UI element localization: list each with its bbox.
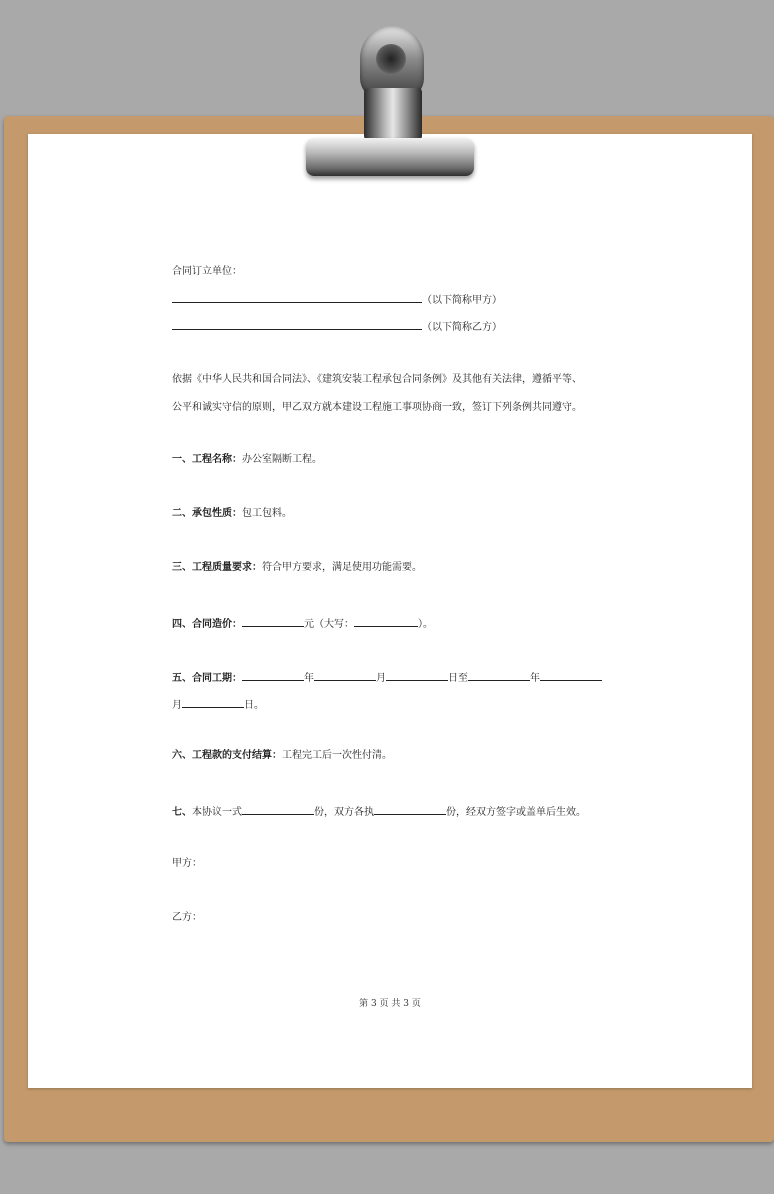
party-b-line [172, 319, 502, 334]
start-year-blank[interactable] [242, 670, 304, 681]
clause-label: 一、工程名称： [172, 454, 242, 465]
price-uppercase-blank[interactable] [354, 616, 418, 627]
party-a-signature: 甲方： [172, 858, 202, 869]
clause-text: 符合甲方要求，满足使用功能需要。 [262, 562, 422, 573]
clause-label: 五、合同工期： [172, 673, 242, 684]
party-b-signature: 乙方： [172, 912, 202, 923]
clause-quality [172, 562, 422, 574]
clause-contract-nature [172, 508, 292, 520]
day-end-unit: 日。 [244, 700, 264, 711]
contract-unit-label: 合同订立单位： [172, 266, 242, 277]
clause-text: 工程完工后一次性付清。 [282, 750, 392, 761]
end-month-blank-a[interactable] [540, 670, 602, 681]
day-to-unit: 日至 [448, 673, 468, 684]
clip-bar [306, 138, 474, 176]
clause-label: 六、工程款的支付结算： [172, 750, 282, 761]
start-month-blank[interactable] [314, 670, 376, 681]
clip-neck [364, 88, 422, 140]
clause-text: 办公室隔断工程。 [242, 454, 322, 465]
clause-text: 包工包料。 [242, 508, 292, 519]
clause-label: 四、合同造价： [172, 619, 242, 630]
copies-effective-text: 份，经双方签字或盖单后生效。 [446, 807, 586, 818]
year-unit-2: 年 [530, 673, 540, 684]
clause-period [172, 670, 602, 685]
clause-payment [172, 750, 392, 762]
month-unit: 月 [376, 673, 386, 684]
clause-label: 二、承包性质： [172, 508, 242, 519]
month-unit-2: 月 [172, 700, 182, 711]
party-a-blank[interactable] [172, 292, 422, 303]
clip-hole [376, 44, 406, 74]
clause-project-name [172, 454, 322, 466]
copies-each-blank[interactable] [374, 804, 446, 815]
party-b-suffix: （以下简称乙方） [422, 322, 502, 333]
year-unit: 年 [304, 673, 314, 684]
clause-period-cont [172, 697, 264, 712]
copies-each-text: 份，双方各执 [314, 807, 374, 818]
party-b-blank[interactable] [172, 319, 422, 330]
copies-text: 本协议一式 [192, 807, 242, 818]
intro-line-1: 依据《中华人民共和国合同法》、《建筑安装工程承包合同条例》及其他有关法律，遵循平等、 [172, 374, 582, 385]
clause-copies [172, 804, 586, 819]
price-unit: 元（大写： [304, 619, 354, 630]
binder-clip-icon [306, 26, 474, 178]
party-a-line [172, 292, 502, 307]
clause-label: 七、 [172, 807, 192, 818]
clause-price [172, 616, 433, 631]
page-footer: 第 3 页 共 3 页 [359, 999, 421, 1009]
price-blank[interactable] [242, 616, 304, 627]
copies-total-blank[interactable] [242, 804, 314, 815]
clause-label: 三、工程质量要求： [172, 562, 262, 573]
end-day-blank[interactable] [182, 697, 244, 708]
start-day-blank[interactable] [386, 670, 448, 681]
end-year-blank[interactable] [468, 670, 530, 681]
contract-paper [28, 134, 752, 1088]
party-a-suffix: （以下简称甲方） [422, 295, 502, 306]
price-close: ）。 [418, 619, 433, 630]
clipboard-board [4, 116, 774, 1142]
intro-line-2: 公平和诚实守信的原则，甲乙双方就本建设工程施工事项协商一致，签订下列条例共同遵守。 [172, 402, 582, 413]
